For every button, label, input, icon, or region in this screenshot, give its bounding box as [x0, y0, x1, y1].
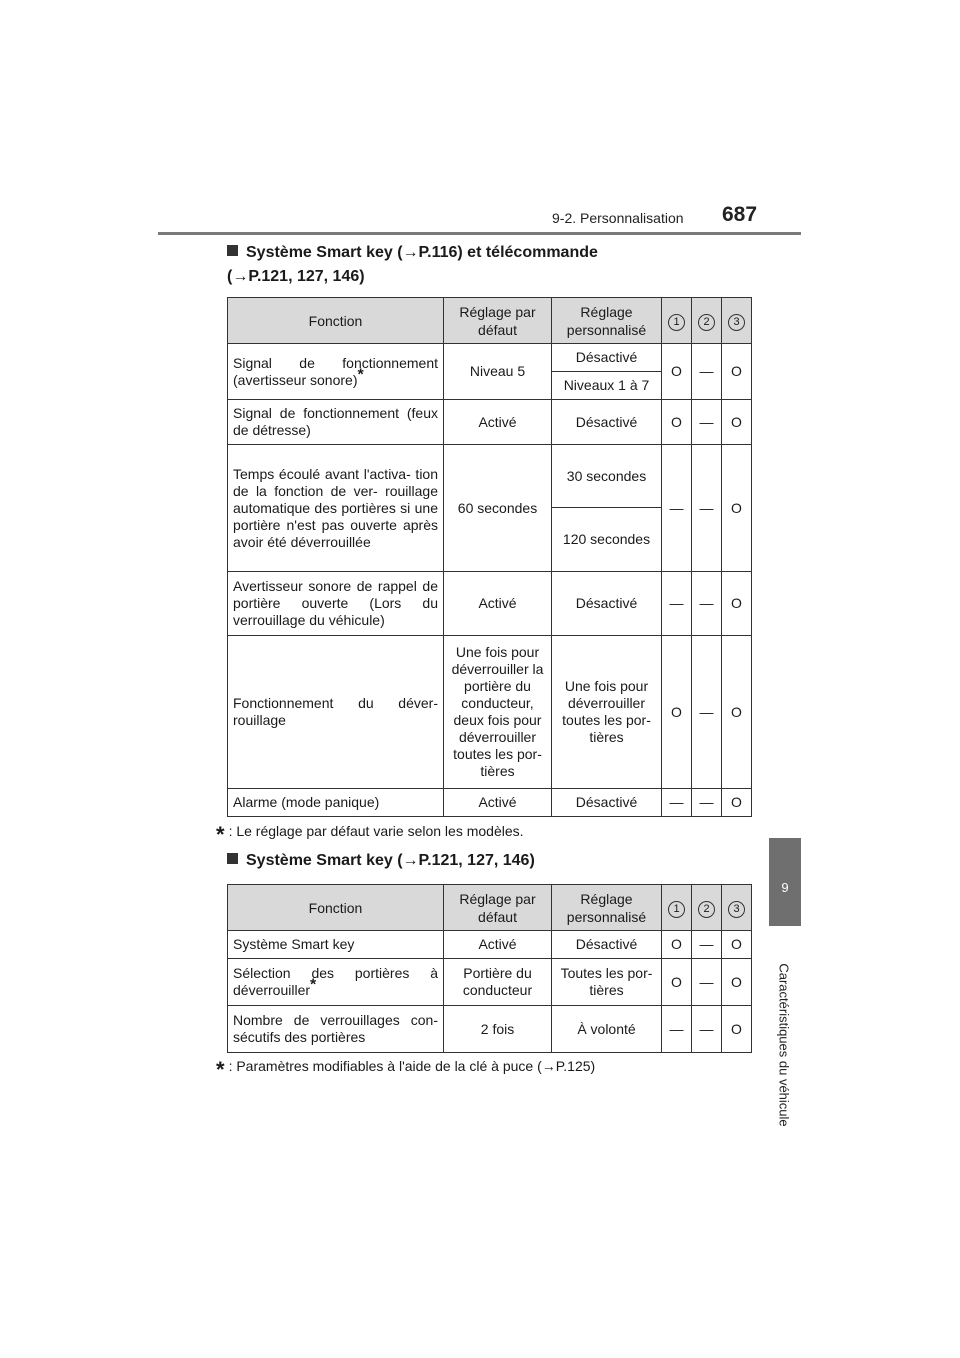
section2-title: [227, 852, 535, 870]
cell-function: Système Smart key: [228, 931, 444, 959]
settings-table-1: [227, 297, 752, 817]
cell-mark-1: —: [662, 1006, 692, 1053]
cell-custom: Niveaux 1 à 7: [552, 372, 662, 400]
cell-custom: 30 secondes: [552, 445, 662, 508]
cell-custom: Désactivé: [552, 931, 662, 959]
cell-function: Sélection des portières à déverrouiller*: [228, 959, 444, 1006]
cell-mark-1: O: [662, 636, 692, 789]
cell-mark-2: —: [692, 789, 722, 817]
cell-default: 60 secondes: [444, 445, 552, 572]
table-row: [228, 931, 752, 959]
cell-mark-2: —: [692, 931, 722, 959]
table-row: [228, 572, 752, 636]
cell-mark-2: —: [692, 400, 722, 445]
cell-mark-3: O: [722, 931, 752, 959]
chapter-label: Caractéristiques du véhicule: [776, 963, 792, 1127]
section-header: 9-2. Personnalisation: [552, 210, 684, 226]
asterisk-mark: *: [310, 976, 317, 994]
cell-mark-3: O: [722, 344, 752, 400]
cell-mark-3: O: [722, 572, 752, 636]
cell-custom: Toutes les por- tières: [552, 959, 662, 1006]
table-row: [228, 1006, 752, 1053]
col-header-2: [692, 298, 722, 344]
cell-mark-2: —: [692, 636, 722, 789]
header-divider: [158, 232, 801, 235]
cell-mark-2: —: [692, 572, 722, 636]
section2-title-text: Système Smart key (→P.121, 127, 146): [246, 852, 535, 869]
cell-mark-1: —: [662, 445, 692, 572]
cell-mark-3: O: [722, 789, 752, 817]
cell-mark-2: —: [692, 1006, 722, 1053]
col-header-fonction: Fonction: [228, 885, 444, 931]
cell-custom: 120 secondes: [552, 508, 662, 572]
cell-mark-2: —: [692, 959, 722, 1006]
page-number: 687: [722, 203, 758, 226]
table-row: [228, 400, 752, 445]
col-header-custom: Réglage personnalisé: [552, 298, 662, 344]
table-header-row: [228, 298, 752, 344]
col-header-default: Réglage par défaut: [444, 885, 552, 931]
cell-function: Temps écoulé avant l'activa- tion de la fonction de ver- rouillage automatique des portières si une portière n'est pas ouverte après avoir été déverrouillée: [228, 445, 444, 572]
cell-function: Avertisseur sonore de rappel de portière ouverte (Lors du verrouillage du véhicule): [228, 572, 444, 636]
cell-custom: À volonté: [552, 1006, 662, 1053]
cell-custom: Une fois pour déverrouiller toutes les por- tières: [552, 636, 662, 789]
cell-function: Signal de fonctionnement (feux de détresse): [228, 400, 444, 445]
cell-function: Signal de fonctionnement (avertisseur sonore)*: [228, 344, 444, 400]
cell-custom: Désactivé: [552, 572, 662, 636]
col-header-default: Réglage par défaut: [444, 298, 552, 344]
col-header-1: [662, 885, 692, 931]
cell-mark-3: O: [722, 636, 752, 789]
footnote-1: [216, 822, 524, 848]
footnote-2-text: : Paramètres modifiables à l'aide de la clé à puce (→P.125): [228, 1058, 596, 1074]
cell-mark-1: O: [662, 344, 692, 400]
table-row: [228, 789, 752, 817]
cell-function: Nombre de verrouillages con- sécutifs des portières: [228, 1006, 444, 1053]
footnote-2: [216, 1057, 595, 1083]
cell-default: Activé: [444, 400, 552, 445]
asterisk-mark: *: [216, 822, 225, 847]
cell-default: Niveau 5: [444, 344, 552, 400]
cell-mark-3: O: [722, 445, 752, 572]
cell-mark-1: —: [662, 789, 692, 817]
table-row: [228, 959, 752, 1006]
asterisk-mark: *: [357, 365, 364, 383]
col-header-2: [692, 885, 722, 931]
cell-mark-1: O: [662, 400, 692, 445]
cell-custom: Désactivé: [552, 400, 662, 445]
section1-title-line2: (→P.121, 127, 146): [227, 268, 365, 285]
section1-title-line1: Système Smart key (→P.116) et télécommande: [246, 244, 598, 261]
col-header-3: [722, 885, 752, 931]
col-header-1: [662, 298, 692, 344]
cell-mark-3: O: [722, 1006, 752, 1053]
cell-function: Fonctionnement du déver- rouillage: [228, 636, 444, 789]
col-header-3: [722, 298, 752, 344]
col-header-fonction: Fonction: [228, 298, 444, 344]
circled-3-icon: 3: [728, 314, 745, 331]
chapter-tab: [769, 838, 801, 926]
cell-custom: Désactivé: [552, 789, 662, 817]
bullet-square-icon: [227, 245, 238, 256]
bullet-square-icon: [227, 853, 238, 864]
table-row: [228, 344, 752, 372]
footnote-1-text: : Le réglage par défaut varie selon les modèles.: [228, 823, 524, 839]
cell-function: Alarme (mode panique): [228, 789, 444, 817]
circled-2-icon: 2: [698, 314, 715, 331]
settings-table-2: [227, 884, 752, 1053]
table-header-row: [228, 885, 752, 931]
col-header-custom: Réglage personnalisé: [552, 885, 662, 931]
circled-1-icon: 1: [668, 314, 685, 331]
cell-mark-1: O: [662, 959, 692, 1006]
cell-default: Activé: [444, 572, 552, 636]
circled-3-icon: 3: [728, 901, 745, 918]
cell-mark-2: —: [692, 344, 722, 400]
cell-custom: Désactivé: [552, 344, 662, 372]
cell-mark-3: O: [722, 959, 752, 1006]
table-row: [228, 636, 752, 789]
cell-mark-3: O: [722, 400, 752, 445]
cell-mark-1: O: [662, 931, 692, 959]
asterisk-mark: *: [216, 1057, 225, 1082]
circled-1-icon: 1: [668, 901, 685, 918]
cell-default: Portière du conducteur: [444, 959, 552, 1006]
circled-2-icon: 2: [698, 901, 715, 918]
cell-default: Une fois pour déverrouiller la portière du conducteur, deux fois pour déverrouiller toutes les por- tières: [444, 636, 552, 789]
cell-default: Activé: [444, 789, 552, 817]
cell-mark-1: —: [662, 572, 692, 636]
cell-default: 2 fois: [444, 1006, 552, 1053]
chapter-number: 9: [781, 880, 789, 895]
cell-default: Activé: [444, 931, 552, 959]
section1-title: [227, 244, 598, 286]
cell-mark-2: —: [692, 445, 722, 572]
table-row: [228, 445, 752, 508]
